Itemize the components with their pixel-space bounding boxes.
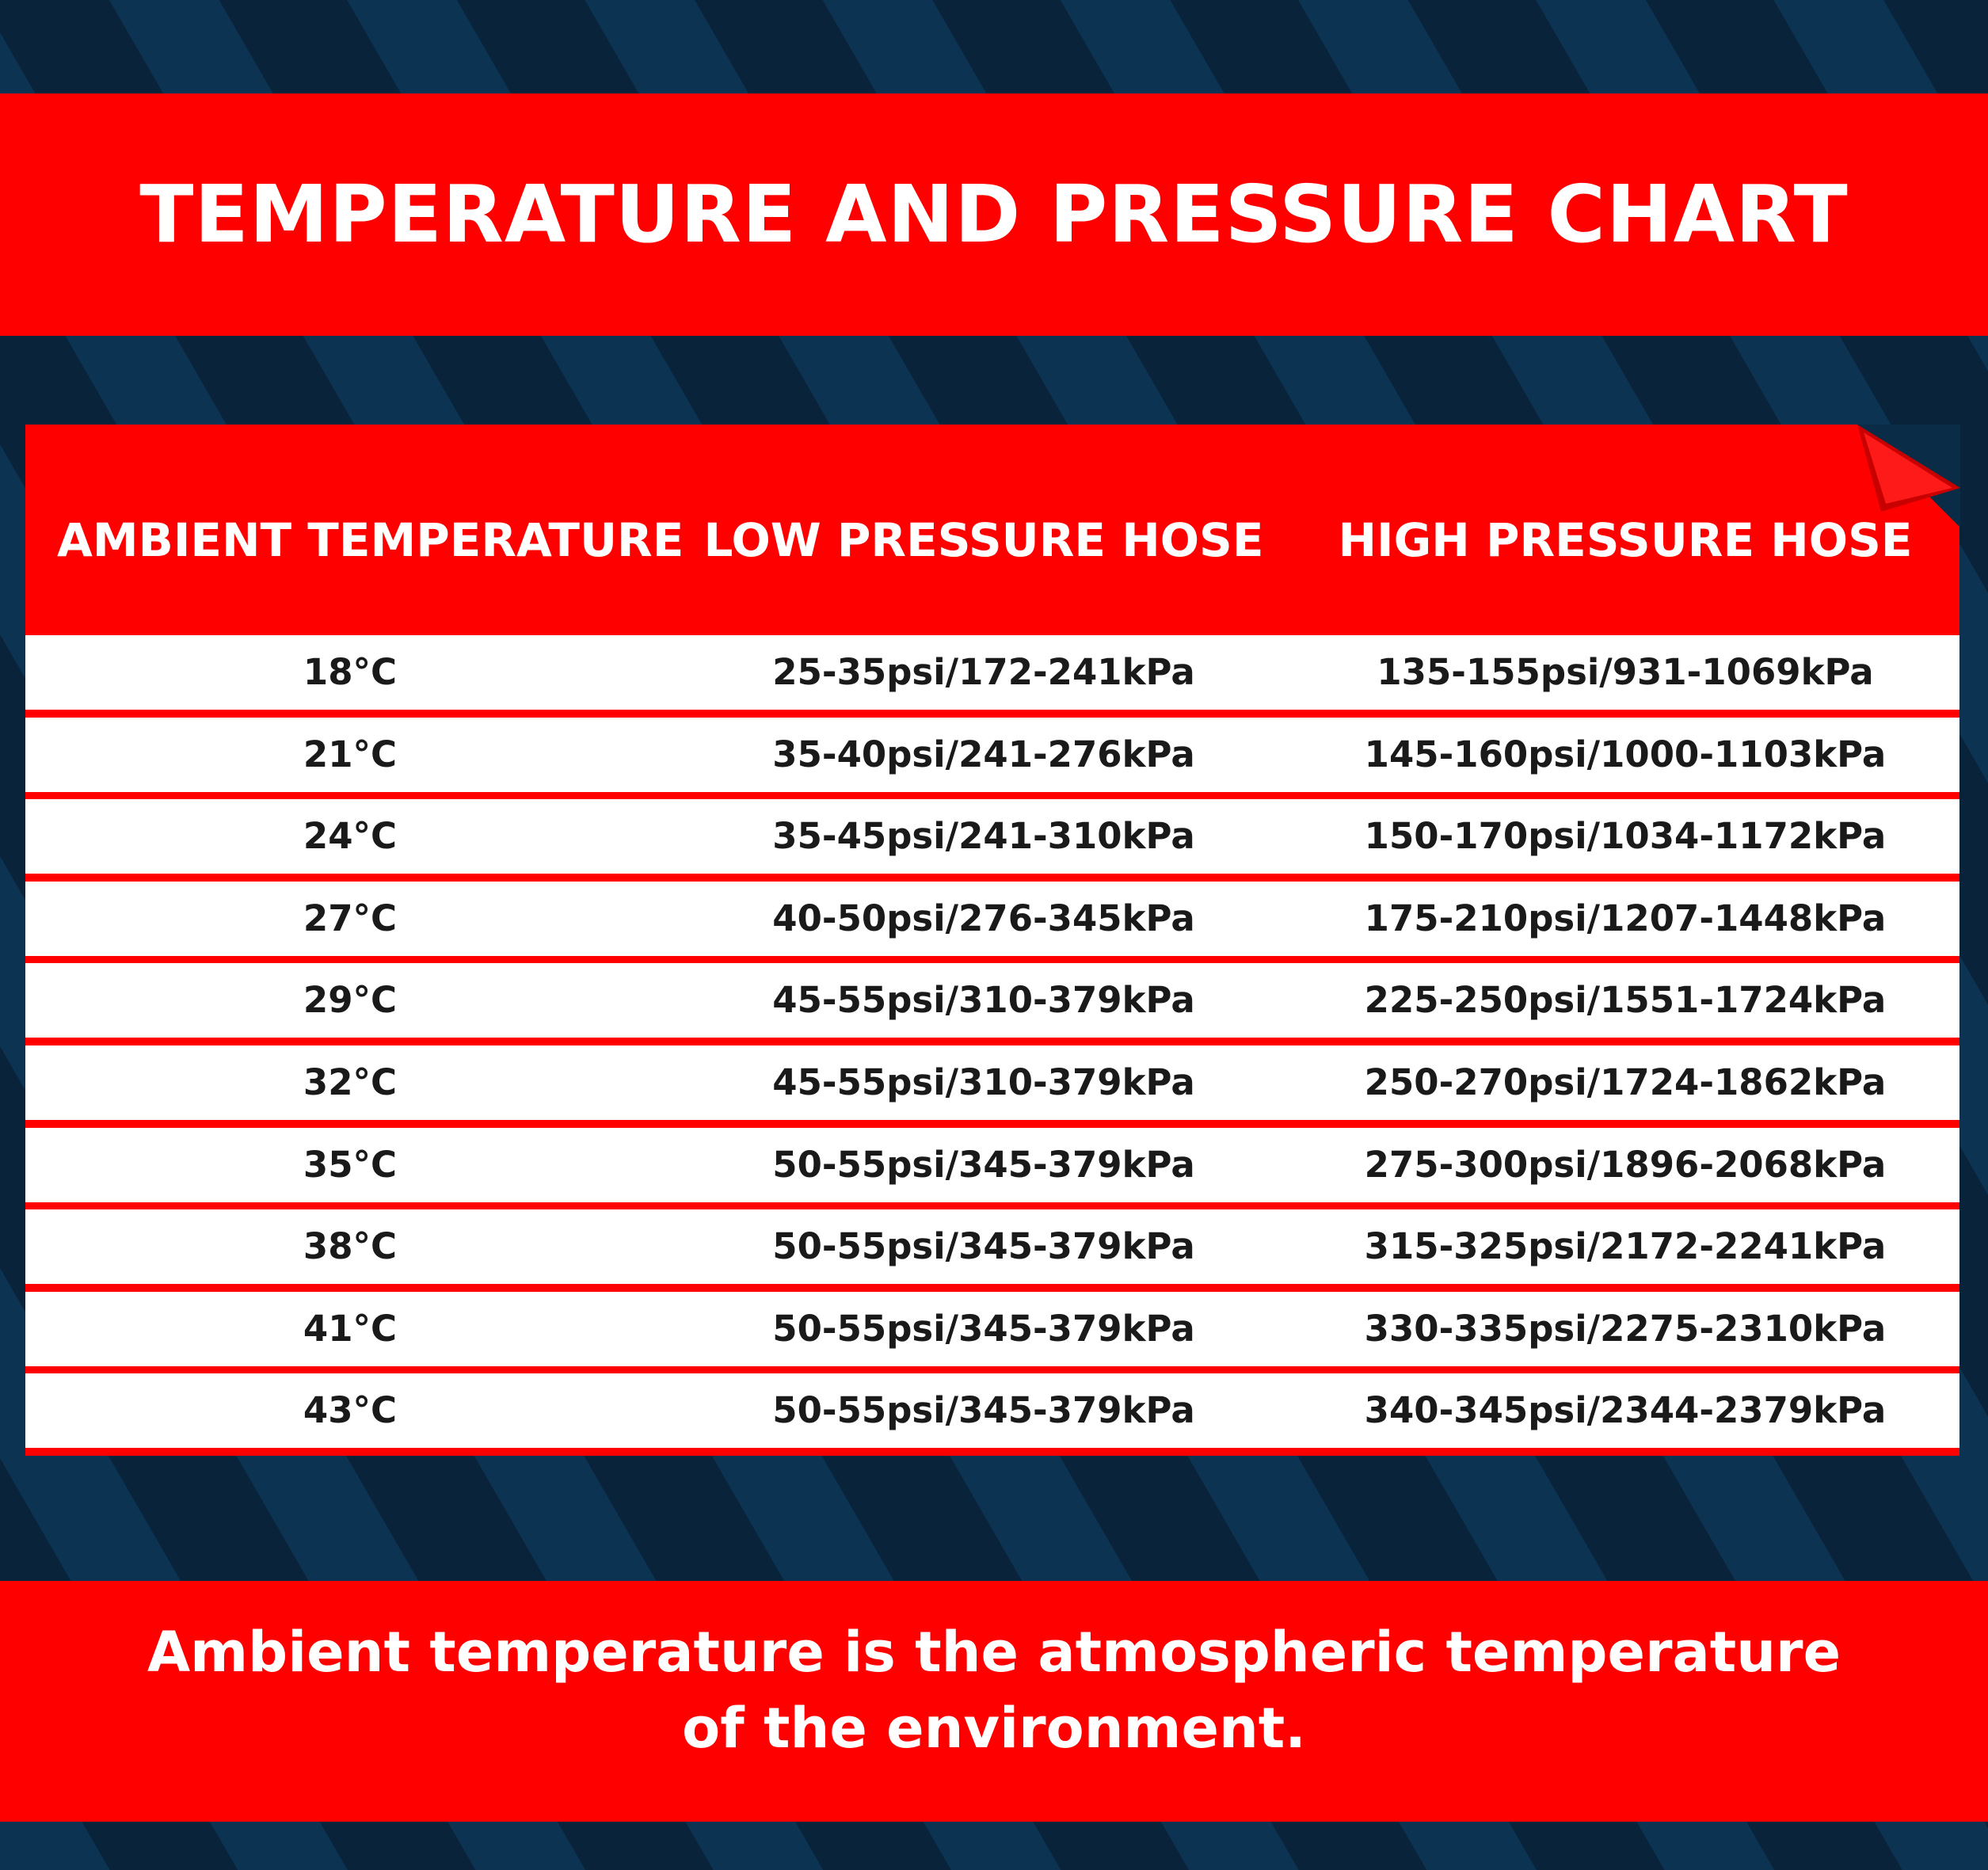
cell-low-pressure: 50-55psi/345-379kPa (772, 1307, 1195, 1350)
cell-high-pressure: 340-345psi/2344-2379kPa (1364, 1389, 1887, 1432)
cell-ambient-temperature: 38°C (303, 1225, 398, 1268)
table-row (25, 963, 1959, 1038)
footer-note: Ambient temperature is the atmospheric temperature of the environment. (147, 1620, 1841, 1761)
cell-high-pressure: 330-335psi/2275-2310kPa (1364, 1307, 1887, 1350)
cell-low-pressure: 45-55psi/310-379kPa (772, 979, 1195, 1022)
table-row (25, 1373, 1959, 1448)
column-header-low-pressure-hose: LOW PRESSURE HOSE (703, 513, 1264, 567)
cell-low-pressure: 50-55psi/345-379kPa (772, 1143, 1195, 1186)
cell-low-pressure: 40-50psi/276-345kPa (772, 897, 1195, 939)
cell-ambient-temperature: 27°C (303, 897, 398, 939)
table-row (25, 882, 1959, 956)
cell-low-pressure: 50-55psi/345-379kPa (772, 1225, 1195, 1268)
cell-high-pressure: 225-250psi/1551-1724kPa (1364, 979, 1887, 1022)
cell-ambient-temperature: 41°C (303, 1307, 398, 1350)
cell-low-pressure: 45-55psi/310-379kPa (772, 1061, 1195, 1103)
cell-high-pressure: 315-325psi/2172-2241kPa (1364, 1225, 1887, 1268)
cell-low-pressure: 35-45psi/241-310kPa (772, 815, 1195, 858)
cell-ambient-temperature: 35°C (303, 1143, 398, 1186)
title-banner (0, 93, 1988, 336)
table-header (25, 425, 1959, 635)
table-row (25, 1045, 1959, 1120)
cell-low-pressure: 50-55psi/345-379kPa (772, 1389, 1195, 1432)
cell-low-pressure: 25-35psi/172-241kPa (772, 651, 1195, 693)
page-title: TEMPERATURE AND PRESSURE CHART (139, 168, 1849, 261)
pressure-table (25, 425, 1959, 1456)
column-header-high-pressure-hose: HIGH PRESSURE HOSE (1338, 513, 1913, 567)
table-body (25, 635, 1959, 1456)
cell-ambient-temperature: 29°C (303, 979, 398, 1022)
table-row (25, 1128, 1959, 1202)
table-row (25, 799, 1959, 874)
table-row (25, 1209, 1959, 1284)
cell-high-pressure: 135-155psi/931-1069kPa (1377, 651, 1874, 693)
table-row (25, 1292, 1959, 1366)
cell-high-pressure: 250-270psi/1724-1862kPa (1364, 1061, 1887, 1103)
cell-ambient-temperature: 43°C (303, 1389, 398, 1432)
page-curl-icon (1857, 425, 1960, 527)
table-row (25, 718, 1959, 792)
table-row (25, 635, 1959, 710)
cell-high-pressure: 145-160psi/1000-1103kPa (1364, 733, 1887, 775)
cell-high-pressure: 150-170psi/1034-1172kPa (1364, 815, 1887, 858)
cell-ambient-temperature: 18°C (303, 651, 398, 693)
cell-low-pressure: 35-40psi/241-276kPa (772, 733, 1195, 775)
cell-ambient-temperature: 32°C (303, 1061, 398, 1103)
column-header-ambient-temperature: AMBIENT TEMPERATURE (57, 513, 684, 567)
footer-banner (0, 1581, 1988, 1822)
cell-high-pressure: 175-210psi/1207-1448kPa (1364, 897, 1887, 939)
cell-high-pressure: 275-300psi/1896-2068kPa (1364, 1143, 1887, 1186)
cell-ambient-temperature: 21°C (303, 733, 398, 775)
cell-ambient-temperature: 24°C (303, 815, 398, 858)
